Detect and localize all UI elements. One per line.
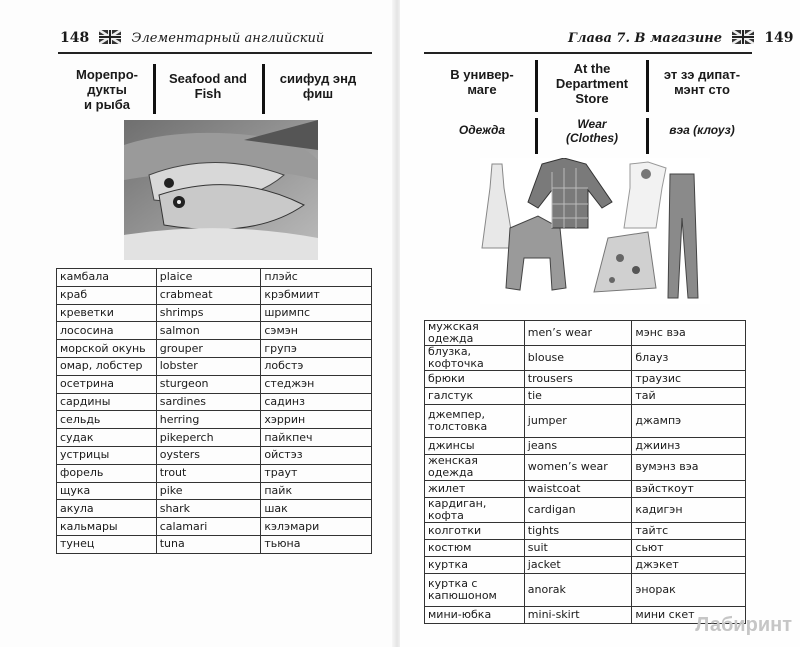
cell-transcription: кадигэн — [632, 497, 746, 522]
cell-transcription: садинз — [261, 393, 372, 411]
cell-transcription: групэ — [261, 340, 372, 358]
table-row — [57, 375, 372, 393]
cell-russian: кардиган, кофта — [425, 497, 525, 522]
cell-russian: жилет — [425, 480, 525, 497]
table-row — [57, 322, 372, 340]
page-number-left: 148 — [60, 30, 90, 46]
page-number-right: 149 — [764, 30, 794, 46]
divider — [646, 118, 649, 154]
table-row — [57, 269, 372, 287]
table-row — [425, 556, 746, 573]
uk-flag-icon — [99, 30, 121, 44]
header-rule — [58, 52, 372, 54]
cell-russian: омар, лобстер — [57, 357, 157, 375]
cell-russian: мини-юбка — [425, 606, 525, 623]
cell-russian: щука — [57, 482, 157, 500]
left-running-head — [60, 30, 324, 46]
table-row — [425, 346, 746, 371]
cell-transcription: сэмэн — [261, 322, 372, 340]
cell-english: suit — [524, 539, 632, 556]
cell-english: pikeperch — [156, 429, 261, 447]
section-title-transcription: эт зэ дипат- мэнт сто — [663, 67, 741, 97]
cell-russian: кальмары — [57, 518, 157, 536]
right-running-head — [568, 30, 794, 46]
cell-transcription: тай — [632, 388, 746, 405]
cell-english: shrimps — [156, 304, 261, 322]
divider — [535, 118, 538, 154]
subsection-title-en: Wear (Clothes) — [566, 117, 618, 145]
cell-russian: куртка — [425, 556, 525, 573]
table-row — [425, 438, 746, 455]
section-title-ru: В универ- маге — [450, 67, 514, 97]
cell-russian: джемпер, толстовка — [425, 405, 525, 438]
cell-russian: мужская одежда — [425, 321, 525, 346]
cell-russian: брюки — [425, 371, 525, 388]
cell-russian: краб — [57, 286, 157, 304]
cell-transcription: плэйс — [261, 269, 372, 287]
cell-english: tuna — [156, 535, 261, 553]
cell-transcription: кэлэмари — [261, 518, 372, 536]
cell-transcription: стеджэн — [261, 375, 372, 393]
divider — [535, 60, 538, 112]
cell-transcription: пайкпеч — [261, 429, 372, 447]
right-page — [400, 0, 800, 647]
cell-english: oysters — [156, 446, 261, 464]
table-row — [57, 535, 372, 553]
watermark: Лабиринт — [695, 614, 792, 636]
running-title-left: Элементарный английский — [131, 31, 325, 46]
cell-english: men’s wear — [524, 321, 632, 346]
table-row — [425, 405, 746, 438]
table-row — [57, 393, 372, 411]
cell-english: blouse — [524, 346, 632, 371]
table-row — [425, 539, 746, 556]
cell-english: tights — [524, 522, 632, 539]
table-row — [57, 464, 372, 482]
table-row — [425, 388, 746, 405]
cell-english: calamari — [156, 518, 261, 536]
cell-english: tie — [524, 388, 632, 405]
table-row — [57, 518, 372, 536]
table-row — [425, 371, 746, 388]
cell-transcription: джиинз — [632, 438, 746, 455]
uk-flag-icon — [732, 30, 754, 44]
cell-russian: морской окунь — [57, 340, 157, 358]
clothes-photo — [480, 158, 710, 304]
cell-transcription: шримпс — [261, 304, 372, 322]
running-title-right: Глава 7. В магазине — [568, 31, 723, 46]
cell-transcription: пайк — [261, 482, 372, 500]
cell-russian: тунец — [57, 535, 157, 553]
table-row — [425, 455, 746, 480]
cell-english: sturgeon — [156, 375, 261, 393]
cell-english: shark — [156, 500, 261, 518]
cell-russian: акула — [57, 500, 157, 518]
cell-english: herring — [156, 411, 261, 429]
cell-english: plaice — [156, 269, 261, 287]
subsection-title-transcription: вэа (клоуз) — [669, 123, 735, 137]
fish-photo — [124, 120, 318, 260]
cell-english: jeans — [524, 438, 632, 455]
cell-russian: сардины — [57, 393, 157, 411]
divider — [646, 60, 649, 112]
cell-transcription: шак — [261, 500, 372, 518]
cell-transcription: мэнс вэа — [632, 321, 746, 346]
cell-russian: осетрина — [57, 375, 157, 393]
cell-russian: куртка с капюшоном — [425, 573, 525, 606]
cell-russian: джинсы — [425, 438, 525, 455]
cell-transcription: тайтс — [632, 522, 746, 539]
section-title-ru: Морепро- дукты и рыба — [75, 67, 138, 112]
cell-russian: женская одежда — [425, 455, 525, 480]
cell-transcription: энорак — [632, 573, 746, 606]
cell-russian: устрицы — [57, 446, 157, 464]
cell-russian: форель — [57, 464, 157, 482]
cell-english: anorak — [524, 573, 632, 606]
table-row — [57, 429, 372, 447]
table-row — [57, 340, 372, 358]
cell-english: jacket — [524, 556, 632, 573]
cell-english: women’s wear — [524, 455, 632, 480]
cell-russian: блузка, кофточка — [425, 346, 525, 371]
table-row — [425, 480, 746, 497]
cell-english: pike — [156, 482, 261, 500]
cell-transcription: крэбмиит — [261, 286, 372, 304]
cell-russian: галстук — [425, 388, 525, 405]
cell-transcription: лобстэ — [261, 357, 372, 375]
table-row — [57, 482, 372, 500]
table-row — [57, 500, 372, 518]
section-title-transcription: сиифуд энд фиш — [279, 71, 357, 101]
cell-russian: колготки — [425, 522, 525, 539]
table-row — [57, 411, 372, 429]
cell-transcription: тьюна — [261, 535, 372, 553]
cell-russian: судак — [57, 429, 157, 447]
cell-english: jumper — [524, 405, 632, 438]
clothes-vocab-table — [424, 320, 746, 624]
header-rule — [424, 52, 752, 54]
cell-transcription: ойстэз — [261, 446, 372, 464]
table-row — [425, 573, 746, 606]
section-title-en: At the Department Store — [555, 61, 629, 106]
cell-transcription: траут — [261, 464, 372, 482]
table-row — [425, 522, 746, 539]
section-title-en: Seafood and Fish — [168, 71, 247, 101]
cell-english: trousers — [524, 371, 632, 388]
cell-transcription: хэррин — [261, 411, 372, 429]
cell-transcription: блауз — [632, 346, 746, 371]
divider — [153, 64, 156, 114]
cell-english: sardines — [156, 393, 261, 411]
cell-transcription: мини скет — [632, 606, 746, 623]
table-row — [425, 321, 746, 346]
cell-transcription: вумэнз вэа — [632, 455, 746, 480]
cell-english: trout — [156, 464, 261, 482]
cell-russian: сельдь — [57, 411, 157, 429]
cell-russian: костюм — [425, 539, 525, 556]
cell-russian: креветки — [57, 304, 157, 322]
cell-transcription: траузис — [632, 371, 746, 388]
cell-english: grouper — [156, 340, 261, 358]
table-row — [425, 497, 746, 522]
subsection-title-ru: Одежда — [458, 123, 506, 137]
cell-transcription: сьют — [632, 539, 746, 556]
cell-russian: лососина — [57, 322, 157, 340]
cell-english: lobster — [156, 357, 261, 375]
cell-english: cardigan — [524, 497, 632, 522]
seafood-vocab-table — [56, 268, 372, 554]
divider — [262, 64, 265, 114]
cell-english: mini-skirt — [524, 606, 632, 623]
left-page — [0, 0, 395, 647]
table-row — [57, 286, 372, 304]
cell-russian: камбала — [57, 269, 157, 287]
cell-english: salmon — [156, 322, 261, 340]
cell-english: crabmeat — [156, 286, 261, 304]
table-row — [57, 304, 372, 322]
table-row — [57, 446, 372, 464]
cell-english: waistcoat — [524, 480, 632, 497]
cell-transcription: джэкет — [632, 556, 746, 573]
cell-transcription: вэйсткоут — [632, 480, 746, 497]
cell-transcription: джампэ — [632, 405, 746, 438]
table-row — [57, 357, 372, 375]
